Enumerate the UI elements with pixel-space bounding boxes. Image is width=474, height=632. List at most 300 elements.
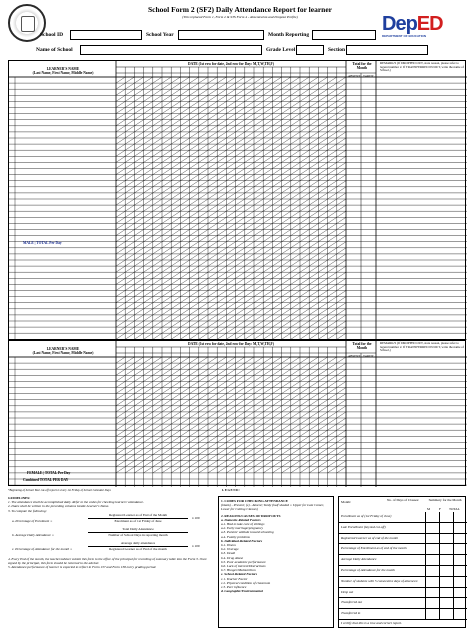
name-of-school-label: Name of School (36, 47, 73, 53)
attendance-cell-diagonal (328, 278, 337, 284)
attendance-cell-diagonal (254, 333, 263, 339)
attendance-cell-diagonal (309, 406, 318, 412)
summary-cell-t[interactable] (453, 566, 467, 577)
attendance-cell-diagonal (162, 108, 171, 114)
attendance-cell-diagonal (245, 114, 254, 120)
attendance-cell-diagonal (190, 236, 199, 242)
attendance-cell-diagonal (190, 223, 199, 229)
attendance-cell-diagonal (282, 430, 291, 436)
summary-cell-t[interactable] (453, 588, 467, 599)
attendance-cell-diagonal (245, 150, 254, 156)
attendance-cell-diagonal (263, 144, 272, 150)
summary-cell-f[interactable] (439, 598, 453, 609)
attendance-cell-diagonal (236, 327, 245, 333)
attendance-cell-diagonal (116, 132, 125, 138)
summary-cell-t[interactable] (453, 577, 467, 588)
cutoff-note: *Beginning of School Year cut-off report is every 1st Friday of School Calendar Days (8, 488, 111, 492)
attendance-cell-diagonal (272, 126, 281, 132)
attendance-cell-diagonal (217, 394, 226, 400)
attendance-cell-diagonal (236, 333, 245, 339)
attendance-cell-diagonal (300, 211, 309, 217)
attendance-cell-diagonal (337, 169, 346, 175)
summary-row (339, 609, 467, 620)
attendance-cell-diagonal (263, 120, 272, 126)
attendance-cell-diagonal (208, 309, 217, 315)
attendance-cell-diagonal (162, 95, 171, 101)
attendance-cell-diagonal (254, 291, 263, 297)
attendance-cell-diagonal (144, 211, 153, 217)
attendance-cell-diagonal (171, 114, 180, 120)
attendance-cell-diagonal (309, 150, 318, 156)
attendance-cell-diagonal (226, 144, 235, 150)
attendance-cell-diagonal (254, 381, 263, 387)
attendance-cell-diagonal (180, 272, 189, 278)
attendance-cell-diagonal (337, 321, 346, 327)
attendance-cell-diagonal (217, 424, 226, 430)
attendance-cell-diagonal (254, 242, 263, 248)
attendance-cell-diagonal (328, 388, 337, 394)
attendance-cell-diagonal (263, 181, 272, 187)
attendance-cell-diagonal (199, 394, 208, 400)
attendance-cell-diagonal (217, 89, 226, 95)
attendance-cell-diagonal (309, 89, 318, 95)
attendance-cell-diagonal (217, 236, 226, 242)
attendance-cell-diagonal (272, 400, 281, 406)
attendance-cell-diagonal (309, 291, 318, 297)
attendance-cell-diagonal (291, 101, 300, 107)
attendance-cell-diagonal (153, 418, 162, 424)
attendance-cell-diagonal (282, 321, 291, 327)
summary-row (339, 588, 467, 599)
attendance-cell-diagonal (208, 388, 217, 394)
attendance-cell-diagonal (190, 278, 199, 284)
attendance-cell-diagonal (116, 187, 125, 193)
attendance-cell-diagonal (190, 175, 199, 181)
summary-cell-t[interactable] (453, 609, 467, 620)
attendance-cell-diagonal (291, 126, 300, 132)
school-year-field[interactable] (178, 30, 264, 40)
summary-cell-t[interactable] (453, 523, 467, 534)
individual-title: b. Individual-Related Factors (221, 538, 263, 543)
attendance-cell-diagonal (144, 150, 153, 156)
attendance-cell-diagonal (300, 108, 309, 114)
attendance-cell-diagonal (125, 175, 134, 181)
attendance-cell-diagonal (144, 205, 153, 211)
summary-cell-t[interactable] (453, 512, 467, 523)
attendance-cell-diagonal (328, 205, 337, 211)
attendance-cell-diagonal (318, 400, 327, 406)
attendance-cell-diagonal (272, 369, 281, 375)
attendance-cell-diagonal (300, 205, 309, 211)
attendance-cell-diagonal (171, 181, 180, 187)
attendance-cell-diagonal (272, 187, 281, 193)
attendance-cell-diagonal (208, 144, 217, 150)
attendance-cell-diagonal (245, 333, 254, 339)
summary-cell-f[interactable] (439, 544, 453, 555)
attendance-cell-diagonal (309, 394, 318, 400)
summary-cell-f[interactable] (439, 523, 453, 534)
attendance-cell-diagonal (153, 430, 162, 436)
attendance-cell-diagonal (337, 333, 346, 339)
attendance-cell-diagonal (236, 83, 245, 89)
attendance-cell-diagonal (282, 162, 291, 168)
attendance-cell-diagonal (199, 132, 208, 138)
attendance-cell-diagonal (153, 381, 162, 387)
summary-row-label: Enrollment as of (1st Friday of June) (341, 514, 392, 518)
attendance-cell-diagonal (153, 278, 162, 284)
attendance-cell-diagonal (263, 315, 272, 321)
attendance-cell-diagonal (300, 144, 309, 150)
attendance-cell-diagonal (144, 436, 153, 442)
attendance-cell-diagonal (328, 321, 337, 327)
summary-cell-m[interactable] (425, 577, 439, 588)
guideline-1: 1. The attendance shall be accomplished daily. Refer to the codes for checking learners' attendance. (8, 500, 144, 505)
attendance-cell-diagonal (217, 101, 226, 107)
attendance-cell-diagonal (236, 467, 245, 473)
attendance-cell-diagonal (199, 181, 208, 187)
summary-cell-t[interactable] (453, 598, 467, 609)
attendance-cell-diagonal (337, 248, 346, 254)
summary-cell-f[interactable] (439, 534, 453, 545)
attendance-cell-diagonal (254, 461, 263, 467)
attendance-cell-diagonal (226, 217, 235, 223)
attendance-cell-diagonal (134, 436, 143, 442)
attendance-cell-diagonal (190, 406, 199, 412)
attendance-cell-diagonal (254, 260, 263, 266)
attendance-cell-diagonal (217, 181, 226, 187)
attendance-cell-diagonal (245, 375, 254, 381)
individual-item: b.2. Overage (221, 547, 239, 552)
summary-row (339, 577, 467, 588)
attendance-cell-diagonal (236, 248, 245, 254)
attendance-cell-diagonal (125, 132, 134, 138)
attendance-cell-diagonal (217, 108, 226, 114)
attendance-cell-diagonal (226, 211, 235, 217)
certify-text: I certify that this is a true and correct report. (341, 621, 402, 625)
attendance-cell-diagonal (217, 169, 226, 175)
summary-cell-t[interactable] (453, 534, 467, 545)
attendance-cell-diagonal (226, 442, 235, 448)
attendance-cell-diagonal (291, 455, 300, 461)
attendance-cell-diagonal (263, 223, 272, 229)
attendance-cell-diagonal (217, 254, 226, 260)
attendance-cell-diagonal (263, 461, 272, 467)
attendance-cell-diagonal (272, 309, 281, 315)
attendance-cell-diagonal (337, 120, 346, 126)
attendance-cell-diagonal (171, 297, 180, 303)
attendance-cell-diagonal (263, 297, 272, 303)
attendance-cell-diagonal (300, 181, 309, 187)
summary-cell-f[interactable] (439, 512, 453, 523)
summary-total: TOTAL (449, 507, 460, 511)
attendance-cell-diagonal (153, 205, 162, 211)
attendance-cell-diagonal (236, 363, 245, 369)
attendance-cell-diagonal (318, 291, 327, 297)
attendance-cell-diagonal (217, 455, 226, 461)
attendance-cell-diagonal (162, 315, 171, 321)
attendance-cell-diagonal (263, 175, 272, 181)
attendance-cell-diagonal (328, 242, 337, 248)
attendance-cell-diagonal (217, 430, 226, 436)
attendance-cell-diagonal (236, 461, 245, 467)
attendance-cell-diagonal (309, 101, 318, 107)
attendance-cell-diagonal (328, 138, 337, 144)
attendance-cell-diagonal (309, 236, 318, 242)
attendance-cell-diagonal (263, 291, 272, 297)
attendance-cell-diagonal (282, 205, 291, 211)
attendance-cell-diagonal (180, 211, 189, 217)
attendance-cell-diagonal (318, 193, 327, 199)
attendance-cell-diagonal (171, 236, 180, 242)
attendance-cell-diagonal (199, 388, 208, 394)
attendance-cell-diagonal (199, 455, 208, 461)
summary-cell-m[interactable] (425, 544, 439, 555)
attendance-cell-diagonal (180, 309, 189, 315)
attendance-cell-diagonal (328, 132, 337, 138)
summary-cell-m[interactable] (425, 523, 439, 534)
attendance-cell-diagonal (144, 424, 153, 430)
summary-cell-m[interactable] (425, 555, 439, 566)
attendance-cell-diagonal (291, 272, 300, 278)
attendance-cell-diagonal (318, 187, 327, 193)
attendance-cell-diagonal (125, 144, 134, 150)
attendance-cell-diagonal (282, 388, 291, 394)
attendance-cell-diagonal (318, 430, 327, 436)
attendance-cell-diagonal (328, 193, 337, 199)
guideline-3: 3. To compute the following: (8, 508, 47, 513)
attendance-cell-diagonal (144, 388, 153, 394)
attendance-cell-diagonal (282, 369, 291, 375)
attendance-cell-diagonal (190, 291, 199, 297)
attendance-cell-diagonal (318, 461, 327, 467)
attendance-cell-diagonal (208, 89, 217, 95)
attendance-cell-diagonal (116, 83, 125, 89)
summary-cell-m[interactable] (425, 609, 439, 620)
attendance-cell-diagonal (217, 266, 226, 272)
attendance-cell-diagonal (272, 375, 281, 381)
attendance-cell-diagonal (125, 150, 134, 156)
attendance-cell-diagonal (180, 363, 189, 369)
summary-cell-m[interactable] (425, 598, 439, 609)
attendance-cell-diagonal (309, 400, 318, 406)
attendance-cell-diagonal (153, 412, 162, 418)
attendance-cell-diagonal (217, 272, 226, 278)
attendance-cell-diagonal (153, 254, 162, 260)
attendance-cell-diagonal (171, 291, 180, 297)
attendance-cell-diagonal (208, 272, 217, 278)
summary-cell-m[interactable] (425, 512, 439, 523)
attendance-cell-diagonal (328, 375, 337, 381)
attendance-cell-diagonal (190, 248, 199, 254)
attendance-cell-diagonal (116, 205, 125, 211)
attendance-cell-diagonal (291, 309, 300, 315)
attendance-cell-diagonal (180, 144, 189, 150)
attendance-cell-diagonal (116, 77, 125, 83)
attendance-cell-diagonal (254, 309, 263, 315)
attendance-cell-diagonal (162, 461, 171, 467)
attendance-cell-diagonal (236, 217, 245, 223)
attendance-cell-diagonal (180, 321, 189, 327)
attendance-cell-diagonal (217, 369, 226, 375)
grade-level-field[interactable] (296, 45, 324, 55)
attendance-cell-diagonal (116, 442, 125, 448)
attendance-cell-diagonal (217, 357, 226, 363)
attendance-cell-diagonal (318, 83, 327, 89)
legend-title: LEGEND: (222, 488, 241, 492)
summary-cell-f[interactable] (439, 555, 453, 566)
attendance-cell-diagonal (318, 175, 327, 181)
attendance-cell-diagonal (272, 101, 281, 107)
attendance-cell-diagonal (171, 406, 180, 412)
summary-cell-m[interactable] (425, 534, 439, 545)
summary-cell-m[interactable] (425, 588, 439, 599)
attendance-cell-diagonal (263, 309, 272, 315)
attendance-cell-diagonal (328, 199, 337, 205)
attendance-cell-diagonal (254, 211, 263, 217)
summary-cell-m[interactable] (425, 566, 439, 577)
attendance-cell-diagonal (328, 309, 337, 315)
attendance-cell-diagonal (236, 205, 245, 211)
attendance-cell-diagonal (199, 83, 208, 89)
attendance-cell-diagonal (309, 412, 318, 418)
attendance-cell-diagonal (318, 77, 327, 83)
attendance-cell-diagonal (208, 181, 217, 187)
attendance-cell-diagonal (144, 461, 153, 467)
attendance-cell-diagonal (180, 327, 189, 333)
attendance-cell-diagonal (153, 321, 162, 327)
attendance-cell-diagonal (208, 126, 217, 132)
attendance-cell-diagonal (134, 315, 143, 321)
attendance-cell-diagonal (236, 138, 245, 144)
attendance-cell-diagonal (337, 406, 346, 412)
attendance-cell-diagonal (328, 223, 337, 229)
attendance-cell-diagonal (190, 156, 199, 162)
attendance-cell-diagonal (282, 455, 291, 461)
attendance-cell-diagonal (171, 193, 180, 199)
attendance-cell-diagonal (171, 303, 180, 309)
attendance-cell-diagonal (134, 132, 143, 138)
attendance-cell-diagonal (199, 120, 208, 126)
attendance-cell-diagonal (282, 467, 291, 473)
attendance-cell-diagonal (282, 120, 291, 126)
attendance-cell-diagonal (153, 284, 162, 290)
attendance-cell-diagonal (125, 278, 134, 284)
attendance-cell-diagonal (291, 436, 300, 442)
attendance-cell-diagonal (208, 254, 217, 260)
attendance-cell-diagonal (254, 424, 263, 430)
attendance-cell-diagonal (208, 95, 217, 101)
attendance-cell-diagonal (337, 236, 346, 242)
attendance-cell-diagonal (318, 162, 327, 168)
attendance-cell-diagonal (309, 199, 318, 205)
attendance-cell-diagonal (116, 260, 125, 266)
attendance-cell-diagonal (162, 193, 171, 199)
attendance-cell-diagonal (208, 375, 217, 381)
attendance-cell-diagonal (208, 120, 217, 126)
section-label: Section (328, 47, 346, 53)
attendance-cell-diagonal (153, 461, 162, 467)
attendance-cell-diagonal (153, 248, 162, 254)
attendance-cell-diagonal (309, 144, 318, 150)
attendance-cell-diagonal (245, 272, 254, 278)
name-of-school-field[interactable] (80, 45, 262, 55)
summary-cell-t[interactable] (453, 555, 467, 566)
attendance-cell-diagonal (190, 193, 199, 199)
section-field[interactable] (346, 45, 428, 55)
attendance-cell-diagonal (236, 193, 245, 199)
attendance-cell-diagonal (190, 169, 199, 175)
attendance-cell-diagonal (199, 223, 208, 229)
school-item: c.1. Teacher Factor (221, 576, 248, 581)
attendance-cell-diagonal (236, 272, 245, 278)
summary-cell-f[interactable] (439, 588, 453, 599)
attendance-cell-diagonal (318, 278, 327, 284)
attendance-cell-diagonal (291, 144, 300, 150)
attendance-cell-diagonal (318, 95, 327, 101)
attendance-cell-diagonal (272, 291, 281, 297)
attendance-cell-diagonal (144, 169, 153, 175)
attendance-cell-diagonal (282, 394, 291, 400)
attendance-cell-diagonal (272, 211, 281, 217)
attendance-cell-diagonal (208, 315, 217, 321)
attendance-cell-diagonal (217, 132, 226, 138)
attendance-cell-diagonal (171, 412, 180, 418)
attendance-cell-diagonal (199, 303, 208, 309)
attendance-cell-diagonal (291, 156, 300, 162)
summary-cell-t[interactable] (453, 544, 467, 555)
attendance-cell-diagonal (282, 272, 291, 278)
school-id-field[interactable] (70, 30, 142, 40)
attendance-cell-diagonal (180, 467, 189, 473)
attendance-cell-diagonal (125, 333, 134, 339)
attendance-cell-diagonal (263, 89, 272, 95)
attendance-cell-diagonal (337, 223, 346, 229)
attendance-cell-diagonal (263, 449, 272, 455)
attendance-cell-diagonal (171, 369, 180, 375)
attendance-cell-diagonal (116, 375, 125, 381)
attendance-cell-diagonal (180, 291, 189, 297)
attendance-cell-diagonal (125, 266, 134, 272)
attendance-cell-diagonal (272, 132, 281, 138)
percent-enrolment-label: a. Percentage of Enrolment = (12, 518, 53, 523)
attendance-cell-diagonal (199, 412, 208, 418)
summary-cell-f[interactable] (439, 577, 453, 588)
attendance-cell-diagonal (199, 169, 208, 175)
attendance-cell-diagonal (245, 120, 254, 126)
legend-codes (218, 496, 334, 628)
attendance-cell-diagonal (199, 442, 208, 448)
month-reporting-field[interactable] (312, 30, 376, 40)
attendance-cell-diagonal (318, 205, 327, 211)
attendance-cell-diagonal (171, 272, 180, 278)
attendance-cell-diagonal (236, 77, 245, 83)
attendance-cell-diagonal (291, 303, 300, 309)
attendance-cell-diagonal (190, 217, 199, 223)
attendance-cell-diagonal (125, 327, 134, 333)
summary-cell-f[interactable] (439, 609, 453, 620)
attendance-cell-diagonal (153, 144, 162, 150)
summary-cell-f[interactable] (439, 566, 453, 577)
attendance-cell-diagonal (263, 156, 272, 162)
attendance-cell-diagonal (300, 315, 309, 321)
attendance-cell-diagonal (199, 381, 208, 387)
attendance-cell-diagonal (254, 327, 263, 333)
attendance-cell-diagonal (199, 327, 208, 333)
attendance-cell-diagonal (309, 132, 318, 138)
attendance-cell-diagonal (282, 297, 291, 303)
attendance-cell-diagonal (300, 114, 309, 120)
attendance-cell-diagonal (236, 254, 245, 260)
